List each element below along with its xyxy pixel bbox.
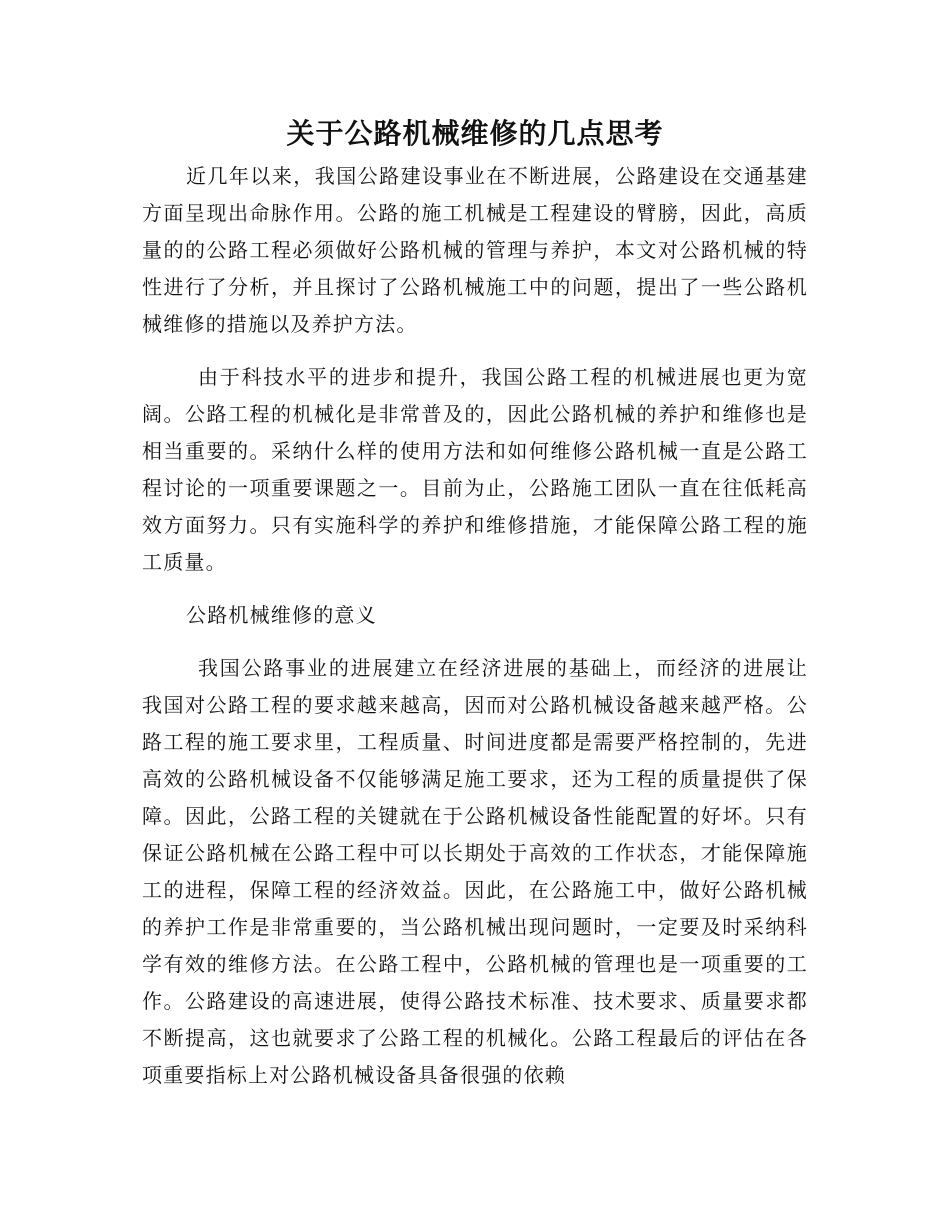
document-title: 关于公路机械维修的几点思考: [286, 117, 664, 150]
paragraph-background: 由于科技水平的进步和提升，我国公路工程的机械进展也更为宽阔。公路工程的机械化是非常普及的，因此公路机械的养护和维修也是相当重要的。采纳什么样的使用方法和如何维修公路机械一直是公路工程讨论的一项重要课题之一。目前为止，公路施工团队一直在往低耗高效方面努力。只有实施科学的养护和维修措施，才能保障公路工程的施工质量。: [142, 365, 808, 574]
paragraph-significance: 我国公路事业的进展建立在经济进展的基础上，而经济的进展让我国对公路工程的要求越来越高，因而对公路机械设备越来越严格。公路工程的施工要求里，工程质量、时间进度都是需要严格控制的，先进高效的公路机械设备不仅能够满足施工要求，还为工程的质量提供了保障。因此，公路工程的关键就在于公路机械设备性能配置的好坏。只有保证公路机械在公路工程中可以长期处于高效的工作状态，才能保障施工的进程，保障工程的经济效益。因此，在公路施工中，做好公路机械的养护工作是非常重要的，当公路机械出现问题时，一定要及时采纳科学有效的维修方法。在公路工程中，公路机械的管理也是一项重要的工作。公路建设的高速进展，使得公路技术标准、技术要求、质量要求都不断提高，这也就要求了公路工程的机械化。公路工程最后的评估在各项重要指标上对公路机械设备具备很强的依赖: [142, 656, 808, 1087]
paragraph-intro: 近几年以来，我国公路建设事业在不断进展，公路建设在交通基建方面呈现出命脉作用。公路的施工机械是工程建设的臂膀，因此，高质量的的公路工程必须做好公路机械的管理与养护，本文对公路机械的特性进行了分析，并且探讨了公路机械施工中的问题，提出了一些公路机械维修的措施以及养护方法。: [142, 164, 808, 336]
document-body: [142, 112, 808, 1094]
section-heading-significance: 公路机械维修的意义: [186, 603, 377, 627]
